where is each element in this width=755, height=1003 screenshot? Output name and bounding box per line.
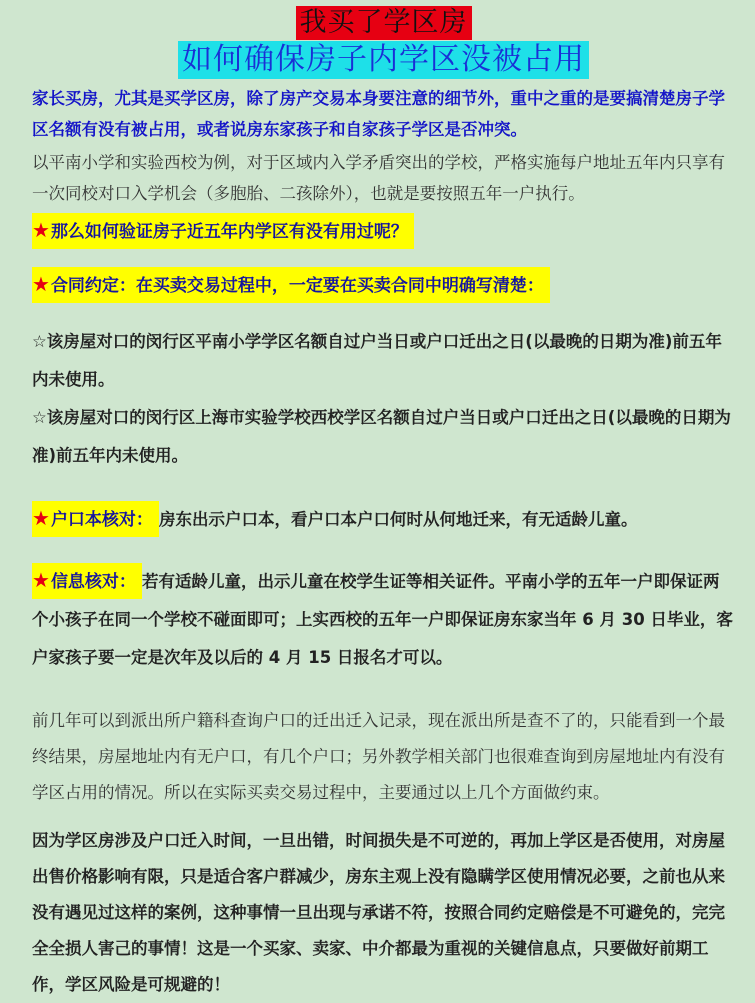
title-block — [32, 0, 735, 79]
hukou-label: 户口本核对： — [50, 510, 153, 530]
info-label: 信息核对： — [50, 572, 136, 592]
hukou-text: 房东出示户口本，看户口本户口何时从何地迁来，有无适龄儿童。 — [158, 510, 638, 529]
paragraph-query: 前几年可以到派出所户籍科查询户口的迁出迁入记录，现在派出所是查不了的，只能看到一个最终结果，房屋地址内有无户口，有几个户口；另外教学相关部门也很难查询到房屋地址内有没有学区占用的情况。所以在实际买卖交易过程中，主要通过以上几个方面做约束。 — [32, 711, 725, 802]
contract-clause-1: ☆该房屋对口的闵行区平南小学学区名额自过户当日或户口迁出之日(以最晚的日期为准)前五年内未使用。 — [32, 332, 722, 389]
paragraph-rule: 以平南小学和实验西校为例，对于区域内入学矛盾突出的学校，严格实施每户地址五年内只享有一次同校对口入学机会（多胞胎、二孩除外），也就是要按照五年一户执行。 — [32, 153, 725, 203]
contract-clause-2: ☆该房屋对口的闵行区上海市实验学校西校学区名额自过户当日或户口迁出之日(以最晚的日期为准)前五年内未使用。 — [32, 408, 731, 465]
info-text: 若有适龄儿童，出示儿童在校学生证等相关证件。平南小学的五年一户即保证两个小孩子在同一个学校不碰面即可；上实西校的五年一户即保证房东家当年 6 月 30 日毕业，客户家孩子要一定是次年及以后的 4 月 15 日报名才可以。 — [32, 572, 733, 667]
title-line-2: 如何确保房子内学区没被占用 — [178, 41, 589, 79]
hukou-highlight — [32, 501, 159, 537]
question-text: 那么如何验证房子近五年内学区有没有用过呢？ — [50, 222, 408, 242]
hukou-section — [32, 501, 735, 537]
info-section — [32, 563, 735, 677]
title-line-1: 我买了学区房 — [296, 6, 472, 40]
contract-heading — [32, 267, 735, 303]
question-highlight — [32, 213, 414, 249]
info-highlight — [32, 563, 142, 599]
contract-heading-text: 合同约定：在买卖交易过程中，一定要在买卖合同中明确写清楚： — [50, 276, 544, 296]
star-icon: ★ — [32, 506, 50, 530]
question-heading — [32, 213, 735, 249]
intro-paragraph: 家长买房，尤其是买学区房，除了房产交易本身要注意的细节外，重中之重的是要搞清楚房子学区名额有没有被占用，或者说房东家孩子和自家孩子学区是否冲突。 — [32, 89, 725, 139]
star-icon: ★ — [32, 272, 50, 296]
star-icon: ★ — [32, 568, 50, 592]
contract-highlight — [32, 267, 550, 303]
star-icon: ★ — [32, 218, 50, 242]
conclusion-paragraph: 因为学区房涉及户口迁入时间，一旦出错，时间损失是不可逆的，再加上学区是否使用，对房屋出售价格影响有限，只是适合客户群减少，房东主观上没有隐瞒学区使用情况必要，之前也从来没有遇见过这样的案例，这种事情一旦出现与承诺不符，按照合同约定赔偿是不可避免的，完完全全损人害己的事情！这是一个买家、卖家、中介都最为重视的关键信息点，只要做好前期工作，学区风险是可规避的！ — [32, 831, 725, 994]
